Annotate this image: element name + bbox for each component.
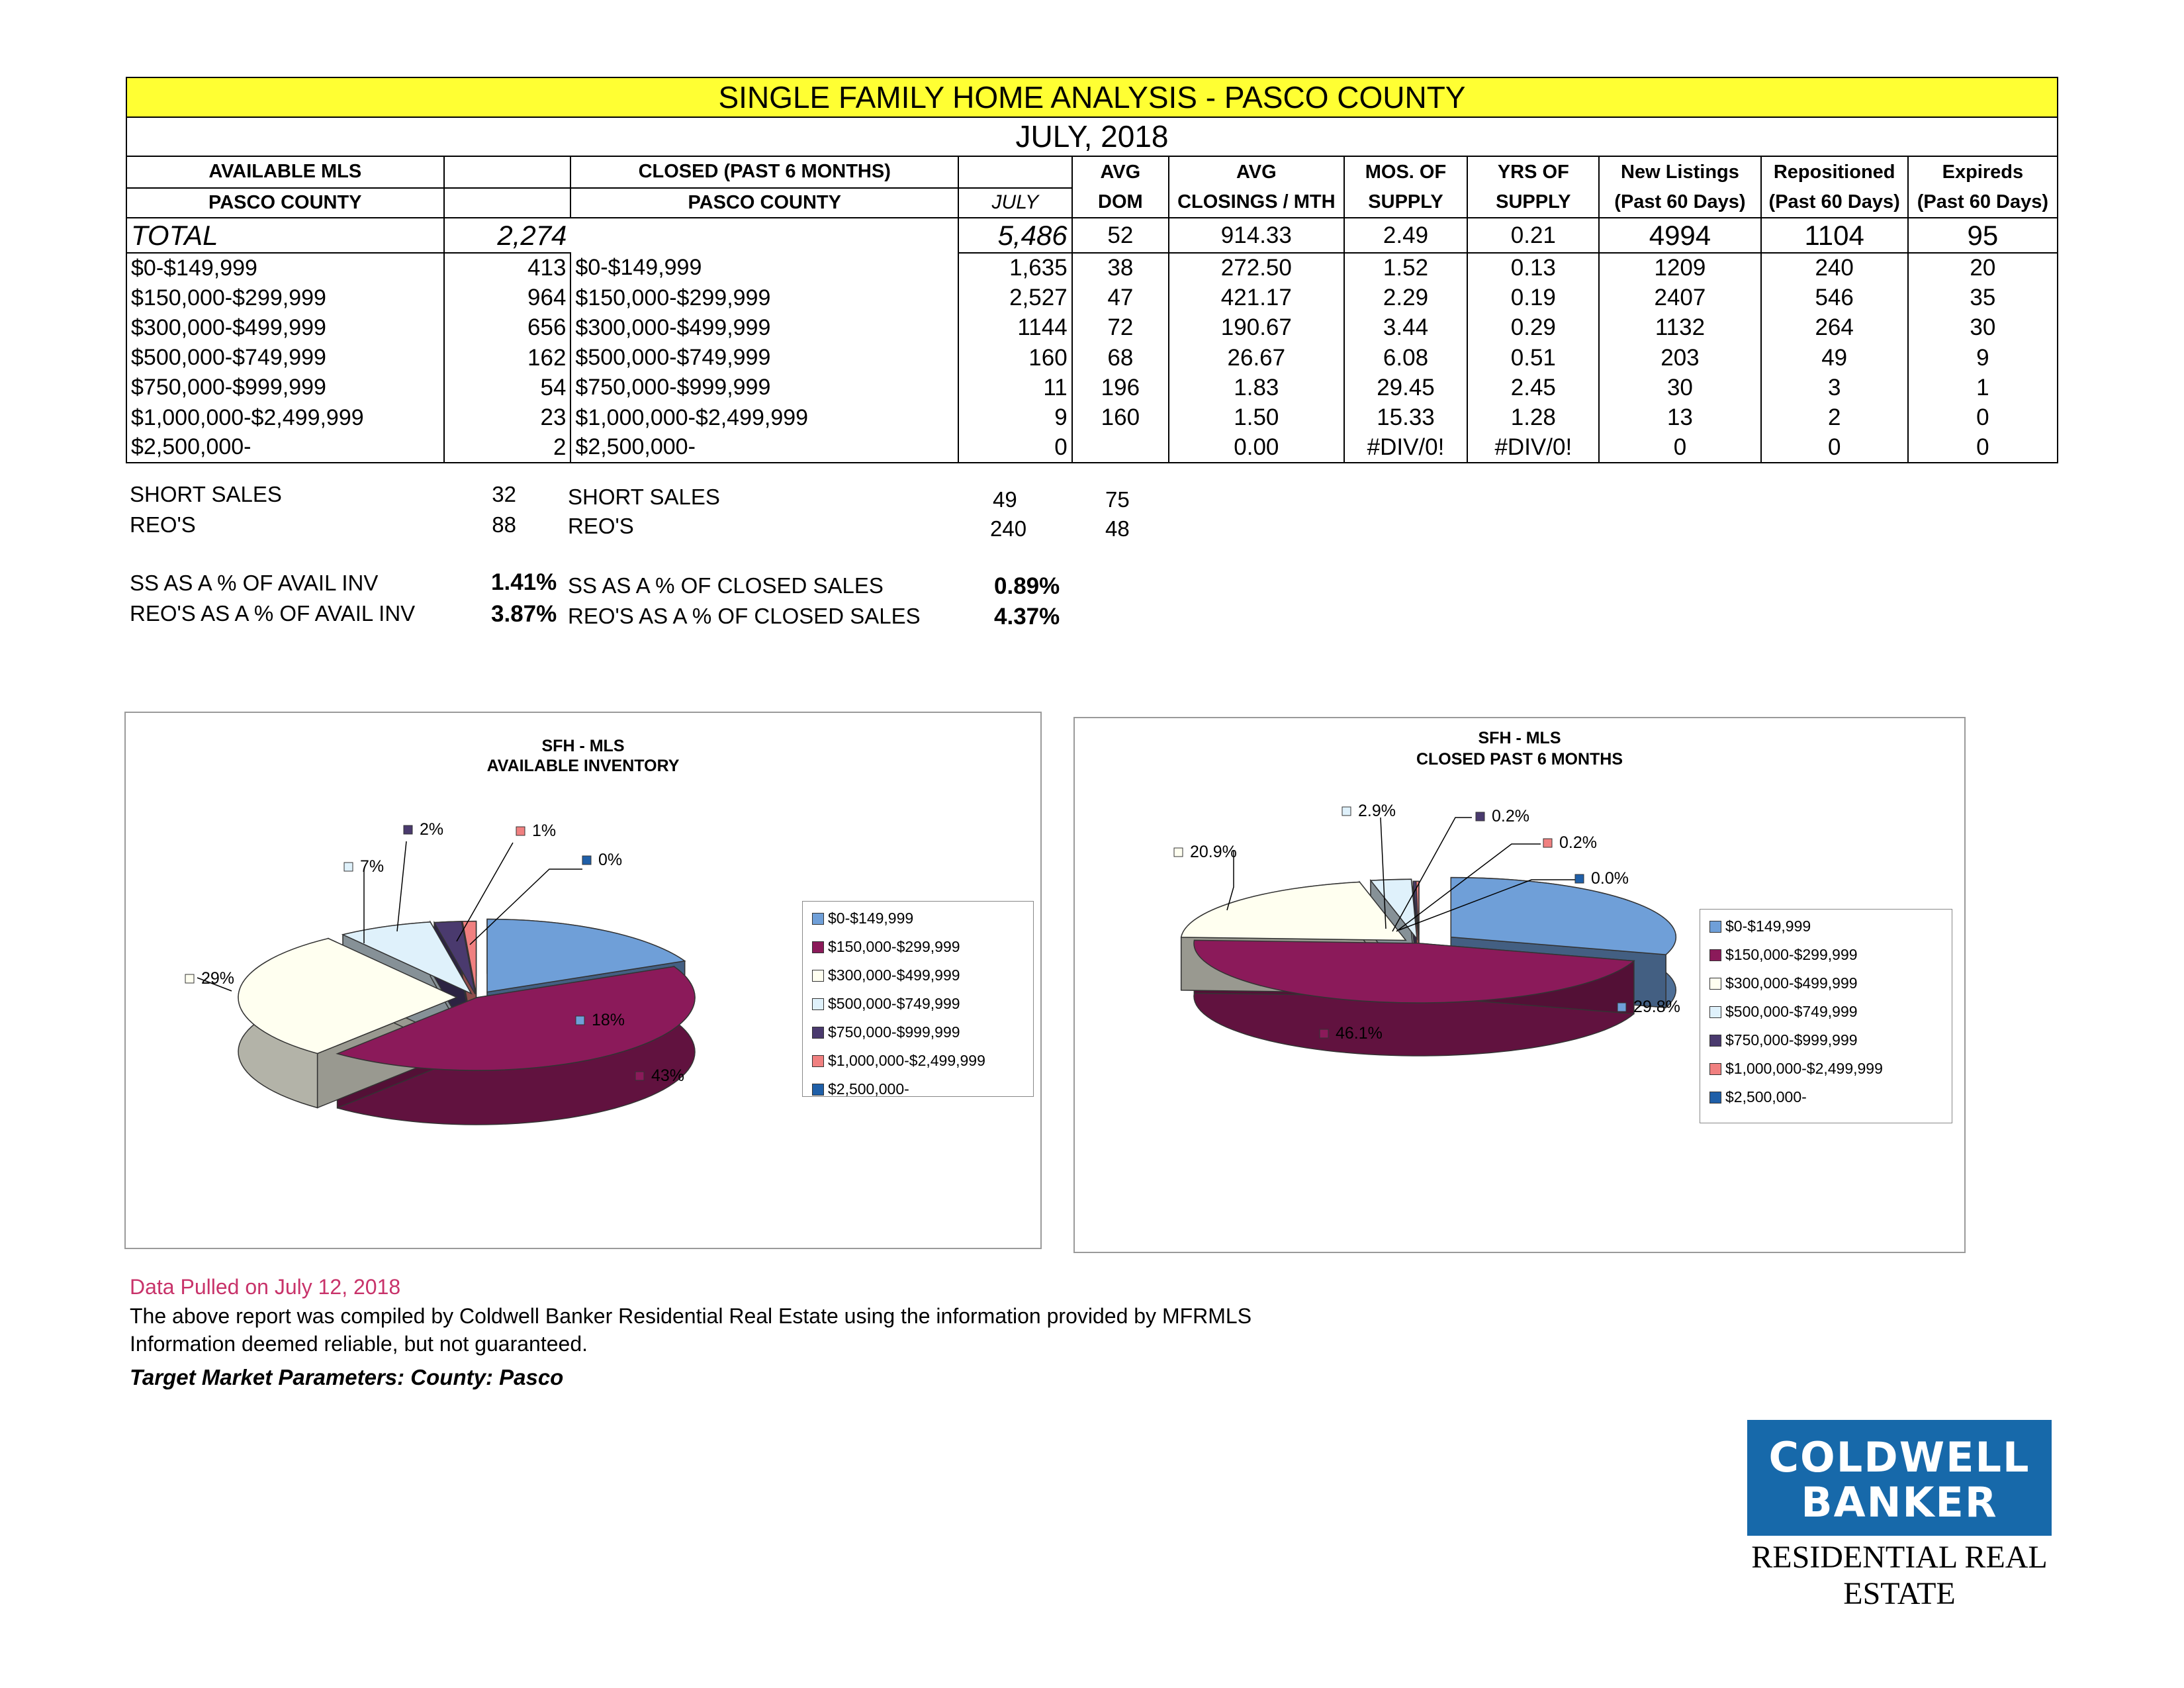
legend-swatch <box>1709 978 1721 990</box>
legend-label: $300,000-$499,999 <box>1725 974 1858 992</box>
header-pasco-county: PASCO COUNTY <box>126 188 444 218</box>
cell-avail: 54 <box>444 373 571 402</box>
reo-closed-label: REO'S AS A % OF CLOSED SALES <box>568 604 921 628</box>
report-month: JULY, 2018 <box>126 117 2058 157</box>
leader-line-4 <box>397 841 406 931</box>
cell-repositioned: 0 <box>1761 433 1908 463</box>
chart-panel-available <box>124 712 1042 1249</box>
cell-expireds: 35 <box>1908 283 2058 313</box>
header-repositioned: Repositioned <box>1761 156 1908 187</box>
cell-new-listings: 0 <box>1599 433 1760 463</box>
cell-closings: 421.17 <box>1169 283 1344 313</box>
legend-label: $0-$149,999 <box>828 910 914 927</box>
table-row <box>126 402 2058 432</box>
cell-closed-range: $1,000,000-$2,499,999 <box>570 402 958 432</box>
total-closings: 914.33 <box>1169 218 1344 254</box>
legend-item <box>1709 917 1811 935</box>
cell-new-listings: 1132 <box>1599 313 1760 343</box>
header-pasco-county-closed: PASCO COUNTY <box>570 188 958 218</box>
table-row <box>126 373 2058 402</box>
cell-closed-range: $750,000-$999,999 <box>570 373 958 402</box>
legend-item <box>812 1052 985 1070</box>
ss-closed-label: SS AS A % OF CLOSED SALES <box>568 573 884 598</box>
reos-avail: 88 <box>492 512 516 537</box>
cell-repositioned: 264 <box>1761 313 1908 343</box>
total-label: TOTAL <box>126 218 444 254</box>
cell-expireds: 9 <box>1908 343 2058 373</box>
pie-label-swatch-3 <box>1342 807 1351 816</box>
cell-yrs-supply: 1.28 <box>1467 402 1599 432</box>
legend-label: $1,000,000-$2,499,999 <box>828 1052 985 1069</box>
pie-label-swatch-6 <box>582 856 591 865</box>
cell-mos-supply: 2.29 <box>1344 283 1468 313</box>
cell-closed: 1144 <box>958 313 1072 343</box>
cell-dom: 38 <box>1072 253 1169 283</box>
chart2-legend <box>1700 909 1952 1123</box>
cell-range: $300,000-$499,999 <box>126 313 444 343</box>
table-row <box>126 283 2058 313</box>
cell-yrs-supply: 0.51 <box>1467 343 1599 373</box>
footer-target-market: Target Market Parameters: County: Pasco <box>130 1365 564 1389</box>
pie-label-4: 0.2% <box>1492 807 1529 825</box>
header-available-mls: AVAILABLE MLS <box>126 156 444 187</box>
cell-new-listings: 203 <box>1599 343 1760 373</box>
ss-closed-pct: 0.89% <box>994 573 1060 599</box>
cell-closings: 190.67 <box>1169 313 1344 343</box>
legend-swatch <box>812 1084 824 1096</box>
reos-closed: 240 <box>990 516 1027 541</box>
cell-range: $500,000-$749,999 <box>126 343 444 373</box>
legend-swatch <box>1709 1063 1721 1075</box>
reo-avail-label: REO'S AS A % OF AVAIL INV <box>130 601 416 626</box>
cell-repositioned: 3 <box>1761 373 1908 402</box>
legend-label: $750,000-$999,999 <box>828 1023 960 1041</box>
cell-yrs-supply: 0.13 <box>1467 253 1599 283</box>
legend-label: $2,500,000- <box>828 1080 909 1098</box>
reo-closed-pct: 4.37% <box>994 604 1060 630</box>
pie-label-swatch-5 <box>516 827 525 835</box>
cell-closed: 0 <box>958 433 1072 463</box>
cell-mos-supply: 29.45 <box>1344 373 1468 402</box>
header-new-listings-sub: (Past 60 Days) <box>1599 188 1760 218</box>
pie-label-2: 20.9% <box>1190 843 1237 861</box>
chart1-title-line2: AVAILABLE INVENTORY <box>486 757 680 775</box>
cell-yrs-supply: 0.19 <box>1467 283 1599 313</box>
pie-label-swatch-0 <box>576 1016 584 1025</box>
cell-yrs-supply: #DIV/0! <box>1467 433 1599 463</box>
legend-swatch <box>812 998 824 1010</box>
pie-label-swatch-2 <box>185 974 194 983</box>
legend-label: $0-$149,999 <box>1725 917 1811 935</box>
legend-item <box>1709 1060 1883 1078</box>
chart-panel-closed <box>1073 717 1966 1253</box>
total-yrs: 0.21 <box>1467 218 1599 254</box>
cell-closed: 160 <box>958 343 1072 373</box>
header-repositioned-sub: (Past 60 Days) <box>1761 188 1908 218</box>
legend-label: $150,000-$299,999 <box>828 938 960 955</box>
pie-label-swatch-1 <box>1320 1029 1328 1038</box>
pie-label-swatch-5 <box>1543 839 1552 847</box>
cell-new-listings: 30 <box>1599 373 1760 402</box>
legend-label: $2,500,000- <box>1725 1088 1807 1105</box>
cell-closed: 11 <box>958 373 1072 402</box>
total-exp: 95 <box>1908 218 2058 254</box>
cell-dom: 47 <box>1072 283 1169 313</box>
header-yrs-supply-1: YRS OF <box>1467 156 1599 187</box>
legend-item <box>1709 974 1858 992</box>
legend-label: $1,000,000-$2,499,999 <box>1725 1060 1883 1077</box>
cell-closed: 9 <box>958 402 1072 432</box>
legend-swatch <box>1709 949 1721 961</box>
legend-item <box>812 938 960 956</box>
pie-label-3: 7% <box>360 857 385 876</box>
footer-disclaimer: Information deemed reliable, but not guaranteed. <box>130 1332 588 1356</box>
legend-label: $500,000-$749,999 <box>1725 1003 1858 1020</box>
total-repo: 1104 <box>1761 218 1908 254</box>
cell-range: $750,000-$999,999 <box>126 373 444 402</box>
cell-new-listings: 13 <box>1599 402 1760 432</box>
header-avg-dom-1: AVG <box>1072 156 1169 187</box>
legend-item <box>812 1023 960 1041</box>
legend-item <box>812 1080 909 1098</box>
pie-label-1: 43% <box>651 1066 685 1085</box>
pie-label-swatch-4 <box>1476 812 1484 821</box>
pie-label-4: 2% <box>420 820 444 839</box>
legend-item <box>812 910 913 927</box>
table-row <box>126 313 2058 343</box>
legend-swatch <box>812 970 824 982</box>
cell-closings: 26.67 <box>1169 343 1344 373</box>
legend-swatch <box>1709 921 1721 933</box>
pie-label-1: 46.1% <box>1336 1024 1383 1043</box>
chart1-title-line1: SFH - MLS <box>541 737 625 755</box>
chart2-title-line2: CLOSED PAST 6 MONTHS <box>1416 750 1623 769</box>
cell-mos-supply: 1.52 <box>1344 253 1468 283</box>
reos-dom: 48 <box>1105 516 1130 541</box>
cell-avail: 23 <box>444 402 571 432</box>
cell-avail: 162 <box>444 343 571 373</box>
pie-label-3: 2.9% <box>1358 802 1396 820</box>
pie-label-swatch-0 <box>1617 1003 1626 1011</box>
report-title: SINGLE FAMILY HOME ANALYSIS - PASCO COUNTY <box>126 77 2058 117</box>
cell-repositioned: 240 <box>1761 253 1908 283</box>
legend-item <box>812 966 960 984</box>
header-new-listings: New Listings <box>1599 156 1760 187</box>
header-expireds: Expireds <box>1908 156 2058 187</box>
pie-label-5: 1% <box>532 821 557 840</box>
reos-label: REO'S <box>130 512 196 537</box>
pie-label-0: 18% <box>592 1011 625 1029</box>
ss-avail-pct: 1.41% <box>491 569 557 595</box>
cell-mos-supply: 3.44 <box>1344 313 1468 343</box>
pie-label-swatch-6 <box>1575 874 1584 883</box>
cell-new-listings: 2407 <box>1599 283 1760 313</box>
cell-range: $150,000-$299,999 <box>126 283 444 313</box>
legend-swatch <box>812 1055 824 1067</box>
pie-label-6: 0.0% <box>1591 869 1629 888</box>
legend-label: $150,000-$299,999 <box>1725 946 1858 963</box>
pie-label-2: 29% <box>201 969 235 988</box>
header-avg-closings-1: AVG <box>1169 156 1344 187</box>
legend-item <box>1709 946 1858 964</box>
pie-label-5: 0.2% <box>1559 833 1597 852</box>
header-avg-dom-2: DOM <box>1072 188 1169 218</box>
cell-repositioned: 49 <box>1761 343 1908 373</box>
cell-dom <box>1072 433 1169 463</box>
total-mos: 2.49 <box>1344 218 1468 254</box>
chart2-title-line1: SFH - MLS <box>1478 729 1561 747</box>
reo-avail-pct: 3.87% <box>491 601 557 627</box>
header-closed: CLOSED (PAST 6 MONTHS) <box>570 156 958 187</box>
pie-label-6: 0% <box>598 851 623 869</box>
cell-range: $2,500,000- <box>126 433 444 463</box>
cell-range: $0-$149,999 <box>126 253 444 283</box>
cell-yrs-supply: 0.29 <box>1467 313 1599 343</box>
pie-label-swatch-3 <box>344 863 353 871</box>
total-dom: 52 <box>1072 218 1169 254</box>
legend-item <box>1709 1088 1807 1106</box>
legend-item <box>812 995 960 1013</box>
legend-swatch <box>1709 1035 1721 1047</box>
coldwell-banker-logo <box>1747 1420 2052 1536</box>
cell-repositioned: 2 <box>1761 402 1908 432</box>
pie-label-swatch-2 <box>1174 848 1183 857</box>
legend-swatch <box>812 913 824 925</box>
cell-mos-supply: 6.08 <box>1344 343 1468 373</box>
cell-closed-range: $500,000-$749,999 <box>570 343 958 373</box>
total-avail: 2,274 <box>444 218 571 254</box>
cell-avail: 2 <box>444 433 571 463</box>
cell-closings: 272.50 <box>1169 253 1344 283</box>
cell-dom: 196 <box>1072 373 1169 402</box>
short-sales-closed: 49 <box>993 487 1017 512</box>
header-expireds-sub: (Past 60 Days) <box>1908 188 2058 218</box>
logo-line2: BANKER <box>1801 1478 1998 1526</box>
data-pulled-date: Data Pulled on July 12, 2018 <box>130 1275 401 1299</box>
cell-avail: 413 <box>444 253 571 283</box>
header-mos-supply-1: MOS. OF <box>1344 156 1468 187</box>
legend-swatch <box>812 941 824 953</box>
cell-dom: 68 <box>1072 343 1169 373</box>
cell-closings: 0.00 <box>1169 433 1344 463</box>
cell-avail: 964 <box>444 283 571 313</box>
legend-swatch <box>1709 1006 1721 1018</box>
cell-mos-supply: #DIV/0! <box>1344 433 1468 463</box>
legend-item <box>1709 1031 1858 1049</box>
header-avg-closings-2: CLOSINGS / MTH <box>1169 188 1344 218</box>
cell-expireds: 0 <box>1908 402 2058 432</box>
cell-closings: 1.50 <box>1169 402 1344 432</box>
footer-compiled-note: The above report was compiled by Coldwell Banker Residential Real Estate using the information provided by MFRMLS <box>130 1304 1252 1328</box>
header-yrs-supply-2: SUPPLY <box>1467 188 1599 218</box>
ss-avail-label: SS AS A % OF AVAIL INV <box>130 571 379 595</box>
table-row <box>126 343 2058 373</box>
cell-expireds: 1 <box>1908 373 2058 402</box>
chart1-legend <box>802 901 1034 1097</box>
pie-label-swatch-1 <box>635 1072 644 1080</box>
legend-swatch <box>812 1027 824 1039</box>
cell-closed: 1,635 <box>958 253 1072 283</box>
short-sales-dom: 75 <box>1105 487 1130 512</box>
cell-dom: 160 <box>1072 402 1169 432</box>
reos-label-closed: REO'S <box>568 514 634 538</box>
cell-expireds: 20 <box>1908 253 2058 283</box>
cell-closed-range: $300,000-$499,999 <box>570 313 958 343</box>
total-closed: 5,486 <box>958 218 1072 254</box>
short-sales-label-closed: SHORT SALES <box>568 485 720 509</box>
legend-label: $300,000-$499,999 <box>828 966 960 984</box>
analysis-table <box>126 77 2058 463</box>
cell-new-listings: 1209 <box>1599 253 1760 283</box>
cell-dom: 72 <box>1072 313 1169 343</box>
cell-closed-range: $0-$149,999 <box>570 253 958 283</box>
cell-repositioned: 546 <box>1761 283 1908 313</box>
logo-line1: COLDWELL <box>1768 1433 2030 1481</box>
cell-range: $1,000,000-$2,499,999 <box>126 402 444 432</box>
price-range-rows <box>126 253 2058 463</box>
legend-swatch <box>1709 1092 1721 1103</box>
cell-expireds: 30 <box>1908 313 2058 343</box>
cell-closings: 1.83 <box>1169 373 1344 402</box>
legend-label: $500,000-$749,999 <box>828 995 960 1012</box>
cell-mos-supply: 15.33 <box>1344 402 1468 432</box>
legend-label: $750,000-$999,999 <box>1725 1031 1858 1049</box>
short-sales-avail: 32 <box>492 482 516 506</box>
cell-closed: 2,527 <box>958 283 1072 313</box>
cell-closed-range: $150,000-$299,999 <box>570 283 958 313</box>
cell-closed-range: $2,500,000- <box>570 433 958 463</box>
logo-subtitle: RESIDENTIAL REAL ESTATE <box>1751 1540 2048 1611</box>
header-july: JULY <box>958 188 1072 218</box>
pie-label-0: 29.8% <box>1633 998 1680 1016</box>
table-row <box>126 253 2058 283</box>
header-mos-supply-2: SUPPLY <box>1344 188 1468 218</box>
cell-expireds: 0 <box>1908 433 2058 463</box>
total-new: 4994 <box>1599 218 1760 254</box>
cell-avail: 656 <box>444 313 571 343</box>
legend-item <box>1709 1003 1858 1021</box>
table-row <box>126 433 2058 463</box>
cell-yrs-supply: 2.45 <box>1467 373 1599 402</box>
pie-label-swatch-4 <box>404 825 412 834</box>
short-sales-label: SHORT SALES <box>130 482 282 506</box>
